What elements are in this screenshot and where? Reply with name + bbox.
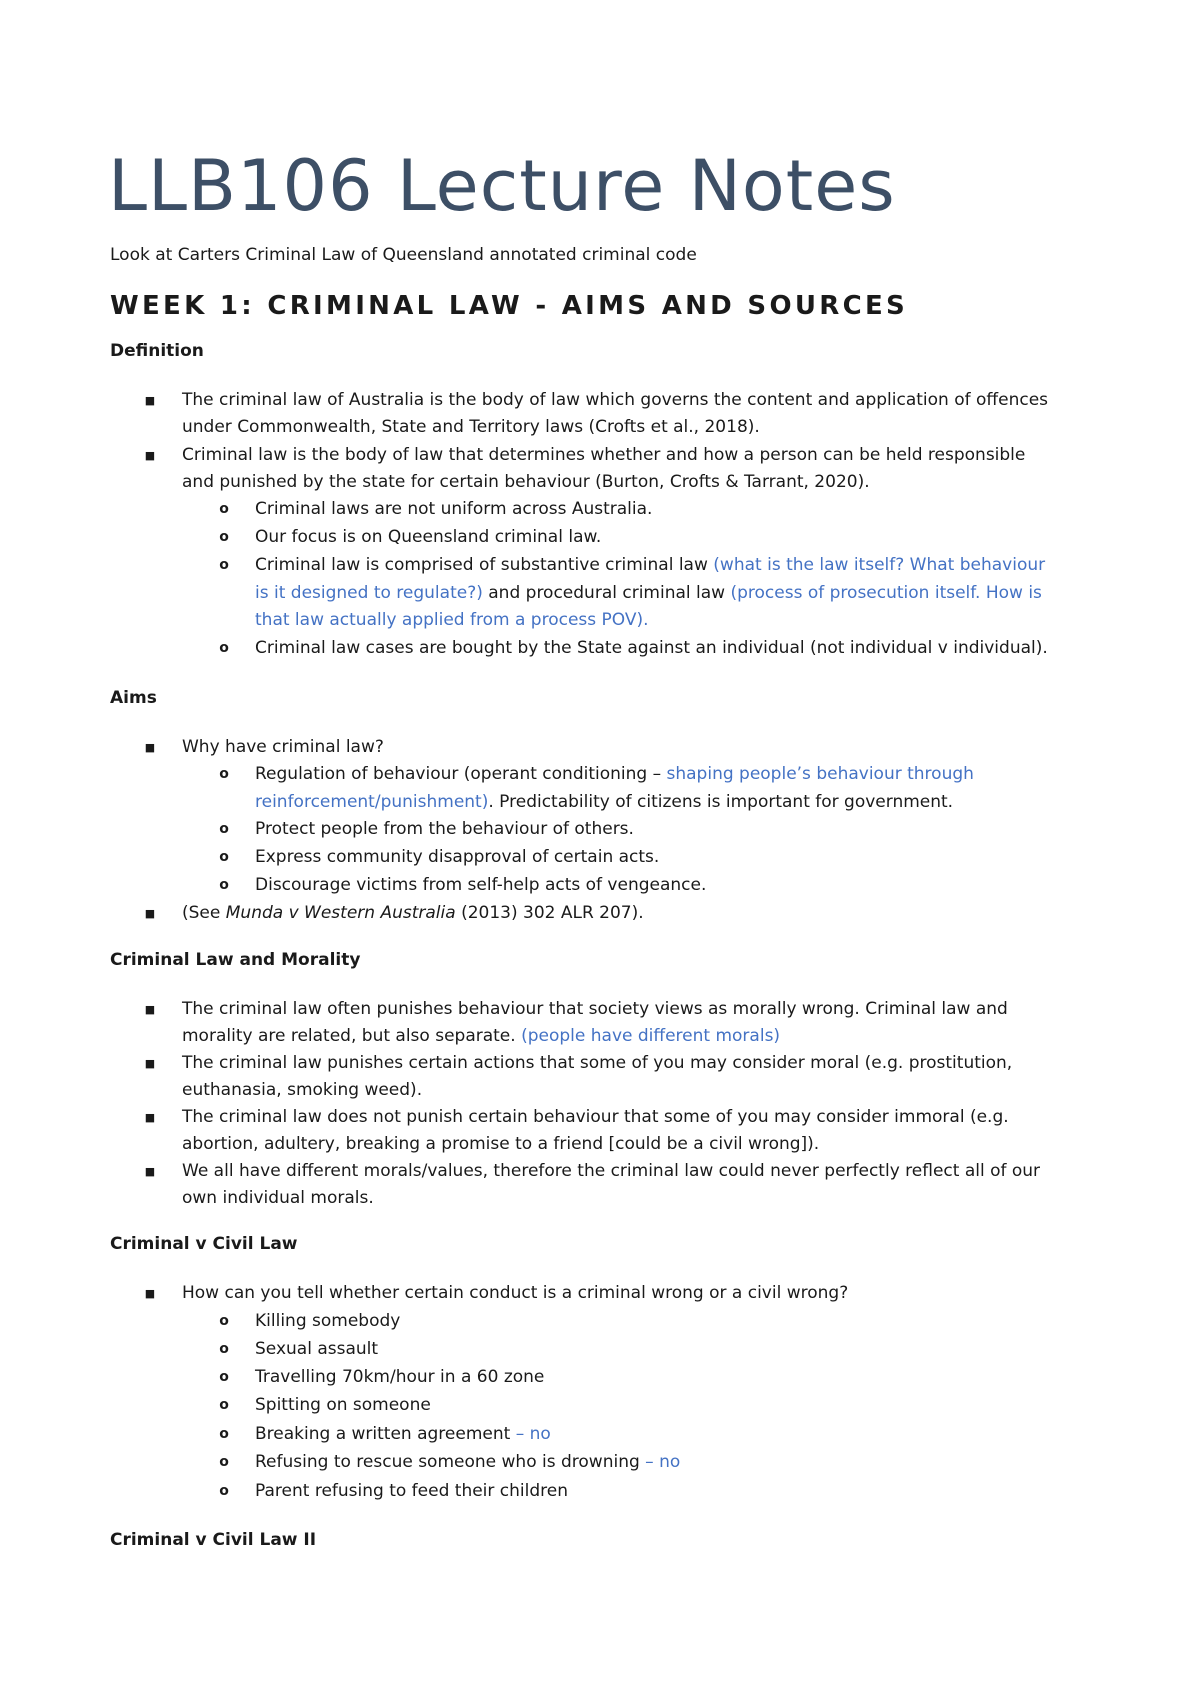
annotation-text: – no <box>515 1424 551 1444</box>
bullet-icon: ■ <box>144 1111 156 1124</box>
list-item: We all have different morals/values, therefore the criminal law could never perfectly reflect all of our <box>182 1161 1041 1181</box>
annotation-text: (process of prosecution itself. How is <box>730 583 1042 603</box>
bullet-icon: ■ <box>144 907 156 920</box>
sub-bullet-icon: o <box>219 1426 229 1442</box>
bullet-icon: ■ <box>144 394 156 407</box>
bullet-icon: ■ <box>144 1165 156 1178</box>
sub-list-item: Criminal laws are not uniform across Australia. <box>255 499 653 519</box>
sub-bullet-icon: o <box>219 529 229 545</box>
sub-bullet-icon: o <box>219 557 229 573</box>
sub-list-item: Killing somebody <box>255 1311 401 1331</box>
bullet-icon: ■ <box>144 1003 156 1016</box>
section-heading-criminal-v-civil: Criminal v Civil Law <box>110 1234 298 1254</box>
list-item-continuation: under Commonwealth, State and Territory laws (Crofts et al., 2018). <box>182 417 760 437</box>
list-item: Criminal law is the body of law that determines whether and how a person can be held responsible <box>182 445 1026 465</box>
list-item: How can you tell whether certain conduct is a criminal wrong or a civil wrong? <box>182 1283 849 1303</box>
section-heading-morality: Criminal Law and Morality <box>110 950 361 970</box>
sub-list-item <box>255 1449 680 1476</box>
list-item-continuation: abortion, adultery, breaking a promise to a friend [could be a civil wrong]). <box>182 1134 820 1154</box>
sub-list-text: Regulation of behaviour (operant conditioning – <box>255 764 667 784</box>
sub-list-item <box>255 1421 551 1448</box>
list-item <box>182 900 644 927</box>
sub-bullet-icon: o <box>219 821 229 837</box>
section-heading-definition: Definition <box>110 341 204 361</box>
section-heading-criminal-v-civil-ii: Criminal v Civil Law II <box>110 1530 317 1550</box>
sub-list-text: Breaking a written agreement <box>255 1424 516 1444</box>
list-item: The criminal law of Australia is the body of law which governs the content and application of offences <box>182 390 1049 410</box>
sub-bullet-icon: o <box>219 1369 229 1385</box>
annotation-text: reinforcement/punishment) <box>255 792 489 812</box>
sub-bullet-icon: o <box>219 501 229 517</box>
bullet-icon: ■ <box>144 1057 156 1070</box>
sub-list-item: Our focus is on Queensland criminal law. <box>255 527 602 547</box>
sub-bullet-icon: o <box>219 1397 229 1413</box>
sub-bullet-icon: o <box>219 1341 229 1357</box>
list-item: Why have criminal law? <box>182 737 384 757</box>
sub-list-item: Parent refusing to feed their children <box>255 1481 568 1501</box>
sub-list-text: Criminal law is comprised of substantive criminal law <box>255 555 714 575</box>
annotation-text: is it designed to regulate?) <box>255 583 483 603</box>
sub-list-item: Express community disapproval of certain acts. <box>255 847 660 867</box>
sub-bullet-icon: o <box>219 1483 229 1499</box>
sub-list-item: Criminal law cases are bought by the State against an individual (not individual v individual). <box>255 638 1048 658</box>
annotation-text: – no <box>645 1452 681 1472</box>
list-item: The criminal law punishes certain actions that some of you may consider moral (e.g. prostitution, <box>182 1053 1013 1073</box>
sub-list-item: Travelling 70km/hour in a 60 zone <box>255 1367 545 1387</box>
sub-list-item: Discourage victims from self-help acts of vengeance. <box>255 875 707 895</box>
list-text: (See <box>182 903 226 923</box>
sub-list-item <box>255 552 1045 579</box>
bullet-icon: ■ <box>144 1287 156 1300</box>
sub-list-text: Refusing to rescue someone who is drowning <box>255 1452 646 1472</box>
list-item: The criminal law does not punish certain behaviour that some of you may consider immoral (e.g. <box>182 1107 1009 1127</box>
section-heading-aims: Aims <box>110 688 157 708</box>
sub-list-item: Protect people from the behaviour of others. <box>255 819 634 839</box>
sub-list-item-continuation <box>255 580 1042 607</box>
sub-list-text: and procedural criminal law <box>482 583 731 603</box>
sub-bullet-icon: o <box>219 766 229 782</box>
list-text: (2013) 302 ALR 207). <box>455 903 644 923</box>
annotation-text: (people have different morals) <box>521 1026 781 1046</box>
bullet-icon: ■ <box>144 741 156 754</box>
sub-bullet-icon: o <box>219 1313 229 1329</box>
list-text: morality are related, but also separate. <box>182 1026 522 1046</box>
annotation-text: shaping people’s behaviour through <box>666 764 974 784</box>
document-title: LLB106 Lecture Notes <box>108 145 896 227</box>
sub-list-item: Spitting on someone <box>255 1395 431 1415</box>
list-item: The criminal law often punishes behaviour that society views as morally wrong. Criminal law and <box>182 999 1008 1019</box>
case-name: Munda v Western Australia <box>225 903 456 923</box>
annotation-text: that law actually applied from a process POV). <box>255 610 649 630</box>
sub-bullet-icon: o <box>219 640 229 656</box>
list-item-continuation: euthanasia, smoking weed). <box>182 1080 423 1100</box>
list-item-continuation <box>182 1023 780 1050</box>
week-heading: WEEK 1: CRIMINAL LAW - AIMS AND SOURCES <box>110 291 909 321</box>
sub-bullet-icon: o <box>219 849 229 865</box>
bullet-icon: ■ <box>144 449 156 462</box>
sub-bullet-icon: o <box>219 1454 229 1470</box>
sub-bullet-icon: o <box>219 877 229 893</box>
sub-list-item: Sexual assault <box>255 1339 379 1359</box>
list-item-continuation: and punished by the state for certain behaviour (Burton, Crofts & Tarrant, 2020). <box>182 472 870 492</box>
sub-list-item <box>255 761 974 788</box>
sub-list-text: . Predictability of citizens is important for government. <box>488 792 954 812</box>
annotation-text: (what is the law itself? What behaviour <box>713 555 1046 575</box>
sub-list-item-continuation <box>255 789 953 816</box>
intro-text: Look at Carters Criminal Law of Queensland annotated criminal code <box>110 245 697 265</box>
list-item-continuation: own individual morals. <box>182 1188 374 1208</box>
